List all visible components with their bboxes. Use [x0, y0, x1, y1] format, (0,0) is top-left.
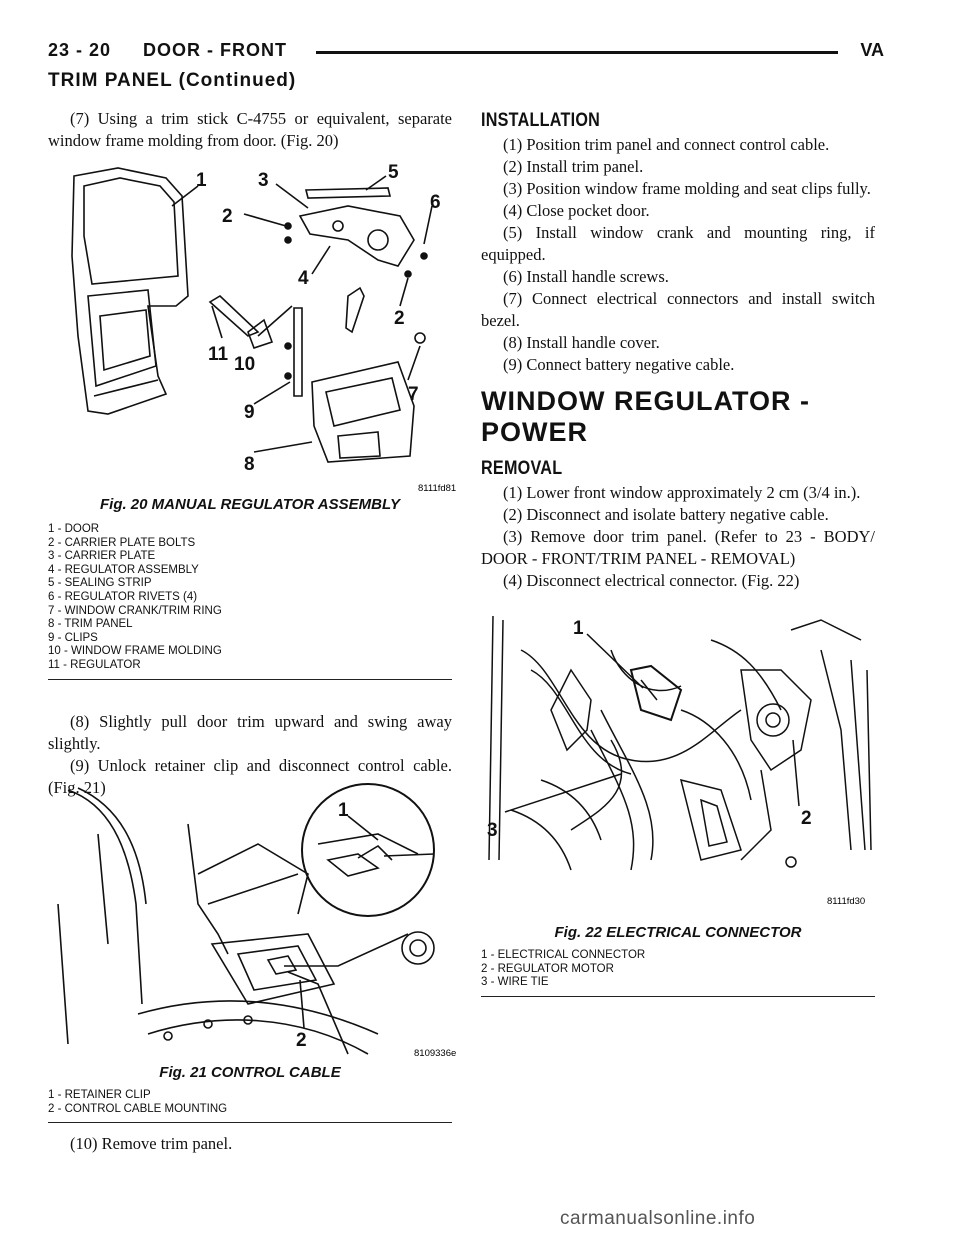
callout-6: 6 [430, 192, 441, 213]
figure-caption: Fig. 22 ELECTRICAL CONNECTOR [554, 924, 802, 941]
callout-9: 9 [244, 402, 255, 423]
callout-7: 7 [408, 384, 419, 405]
removal-step: (3) Remove door trim panel. (Refer to 23 - BODY/ DOOR - FRONT/TRIM PANEL - REMOVAL) [481, 527, 875, 568]
install-step: (4) Close pocket door. [503, 201, 650, 220]
callout-2: 2 [801, 808, 812, 829]
figure-divider [48, 679, 452, 680]
main-heading [481, 386, 810, 448]
figure-code: 8109336e [414, 1048, 457, 1059]
callout-2b: 2 [394, 308, 405, 329]
install-step: (1) Position trim panel and connect control cable. [503, 135, 830, 154]
legend-item: 3 - CARRIER PLATE [48, 550, 156, 563]
figure-legend [481, 949, 875, 990]
model-code: VA [860, 40, 884, 60]
install-step: (9) Connect battery negative cable. [503, 355, 735, 374]
removal-step: (2) Disconnect and isolate battery negative cable. [503, 505, 829, 524]
callout-11: 11 [208, 344, 229, 365]
section-title: DOOR - FRONT [143, 40, 287, 60]
callout-1: 1 [573, 618, 584, 639]
manual-regulator-illustration [48, 156, 457, 496]
main-heading-line1: WINDOW REGULATOR - [481, 386, 810, 416]
callout-2: 2 [296, 1030, 307, 1051]
legend-item: 11 - REGULATOR [48, 658, 141, 671]
legend-item: 9 - CLIPS [48, 631, 98, 644]
continued-title: TRIM PANEL (Continued) [48, 70, 297, 91]
legend-item: 1 - ELECTRICAL CONNECTOR [481, 949, 646, 961]
callout-5: 5 [388, 162, 399, 183]
figure-caption: Fig. 21 CONTROL CABLE [159, 1064, 341, 1081]
legend-item: 1 - RETAINER CLIP [48, 1089, 151, 1101]
legend-item: 6 - REGULATOR RIVETS (4) [48, 590, 198, 603]
callout-8: 8 [244, 454, 255, 475]
figure-22 [481, 610, 875, 997]
legend-item: 5 - SEALING STRIP [48, 577, 152, 590]
legend-item: 2 - CONTROL CABLE MOUNTING [48, 1102, 228, 1115]
figure-legend [48, 523, 452, 673]
figure-divider [48, 1122, 452, 1123]
page-number: 23 - 20 [48, 40, 112, 60]
callout-3: 3 [487, 820, 498, 841]
figure-21 [48, 784, 457, 1123]
install-step: (6) Install handle screws. [503, 267, 669, 286]
install-step: (8) Install handle cover. [503, 333, 660, 352]
callout-2: 2 [222, 206, 233, 227]
header-rule [316, 51, 838, 54]
install-step: (3) Position window frame molding and seat clips fully. [503, 179, 871, 198]
callout-10: 10 [234, 354, 256, 375]
figure-code: 8111fd81 [418, 483, 457, 494]
callout-1: 1 [196, 170, 207, 191]
watermark-footer: carmanualsonline.info [560, 1208, 756, 1229]
callout-1: 1 [338, 800, 349, 821]
step-10: (10) Remove trim panel. [70, 1134, 233, 1153]
step-9: (9) Unlock retainer clip and disconnect control cable. (Fig. 21) [48, 756, 452, 797]
installation-heading: INSTALLATION [481, 110, 601, 131]
install-step: (5) Install window crank and mounting ring, if equipped. [481, 223, 875, 264]
removal-step: (1) Lower front window approximately 2 cm (3/4 in.). [503, 483, 861, 502]
legend-item: 10 - WINDOW FRAME MOLDING [48, 645, 222, 658]
callout-4: 4 [298, 268, 309, 289]
legend-item: 7 - WINDOW CRANK/TRIM RING [48, 604, 222, 617]
main-heading-line2: POWER [481, 417, 589, 447]
removal-heading: REMOVAL [481, 458, 563, 479]
legend-item: 4 - REGULATOR ASSEMBLY [48, 563, 199, 576]
install-step: (7) Connect electrical connectors and install switch bezel. [481, 289, 875, 330]
electrical-connector-illustration [481, 610, 875, 910]
install-step: (2) Install trim panel. [503, 157, 644, 176]
legend-item: 3 - WIRE TIE [481, 976, 549, 989]
legend-item: 2 - REGULATOR MOTOR [481, 962, 614, 975]
figure-20 [48, 156, 457, 680]
step-8: (8) Slightly pull door trim upward and swing away slightly. [48, 712, 452, 753]
figure-divider [481, 996, 875, 997]
legend-item: 1 - DOOR [48, 523, 100, 535]
left-column [48, 108, 452, 152]
figure-code: 8111fd30 [827, 896, 866, 907]
installation-steps [481, 134, 875, 376]
legend-item: 8 - TRIM PANEL [48, 618, 133, 631]
page-header [48, 40, 884, 66]
control-cable-illustration [48, 784, 457, 1062]
figure-legend [48, 1089, 452, 1116]
callout-3: 3 [258, 170, 269, 191]
step-7: (7) Using a trim stick C-4755 or equivalent, separate window frame molding from door. (Fig. 20) [48, 109, 452, 150]
removal-step: (4) Disconnect electrical connector. (Fig. 22) [503, 571, 800, 590]
figure-caption: Fig. 20 MANUAL REGULATOR ASSEMBLY [99, 496, 400, 513]
left-column-final [48, 1133, 452, 1155]
removal-steps [481, 482, 875, 592]
legend-item: 2 - CARRIER PLATE BOLTS [48, 536, 196, 549]
